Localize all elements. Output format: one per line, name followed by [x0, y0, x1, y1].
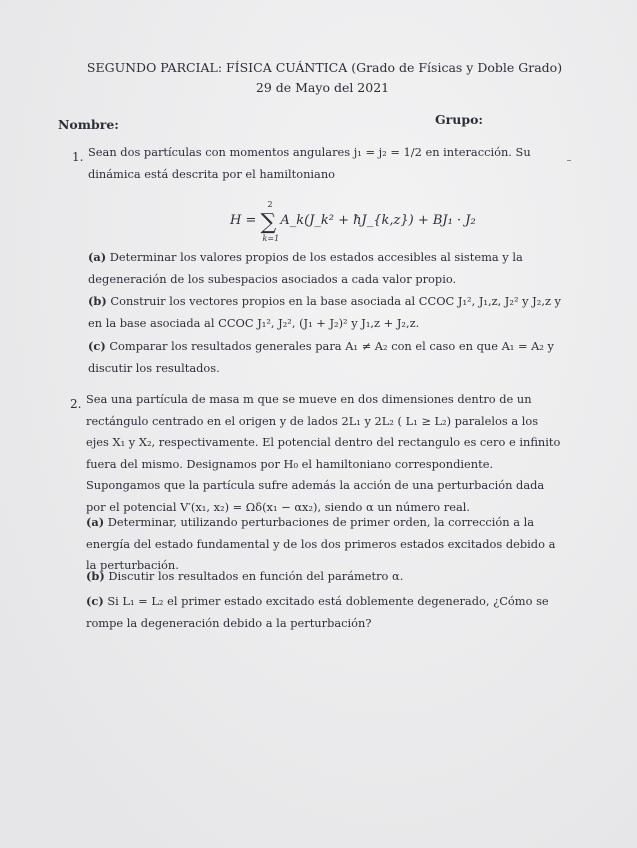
- problem-1-part-a: [88, 247, 562, 290]
- part-text: Construir los vectores propios en la base asociada al CCOC J₁², J₁,z, J₂² y J₂,z y en la base asociada al CCOC J₁², J₂², (J₁ + J₂)² y J₁,z + J₂,z.: [88, 294, 561, 330]
- problem-1-part-c: [88, 336, 562, 379]
- part-tag: (a): [88, 250, 107, 264]
- exam-date: 29 de Mayo del 2021: [255, 80, 390, 95]
- part-tag: (a): [86, 515, 105, 529]
- equation-lhs: H =: [230, 213, 257, 228]
- part-text: Determinar los valores propios de los estados accesibles al sistema y la degeneración de los subespacios asociados a cada valor propio.: [88, 250, 523, 286]
- equation-body: A_k(J_k² + ħJ_{k,z}) + BJ₁ · J₂: [280, 213, 476, 228]
- hamiltonian-equation: [230, 200, 476, 243]
- stray-mark: [567, 160, 571, 161]
- exam-title: SEGUNDO PARCIAL: FÍSICA CUÁNTICA (Grado de Físicas y Doble Grado): [86, 60, 563, 75]
- name-label: Nombre:: [58, 117, 119, 132]
- part-text: Si L₁ = L₂ el primer estado excitado está doblemente degenerado, ¿Cómo se rompe la degeneración debido a la perturbación?: [86, 594, 549, 630]
- sum-lower-limit: k=1: [262, 234, 280, 243]
- problem-2-part-b: [86, 566, 566, 588]
- problem-2-number: 2.: [70, 397, 82, 411]
- sum-upper-limit: 2: [267, 200, 273, 209]
- group-label: Grupo:: [435, 112, 484, 127]
- part-tag: (b): [88, 294, 107, 308]
- problem-1-intro: Sean dos partículas con momentos angulares j₁ = j₂ = 1/2 en interacción. Su dinámica está descrita por el hamiltoniano: [88, 145, 531, 181]
- part-text: Comparar los resultados generales para A₁ ≠ A₂ con el caso en que A₁ = A₂ y discutir los resultados.: [88, 339, 554, 375]
- problem-2-intro: Sea una partícula de masa m que se mueve en dos dimensiones dentro de un rectángulo centrado en el origen y de lados 2L₁ y 2L₂ ( L₁ ≥ L₂) paralelos a los ejes X₁ y X₂, respectivamente. El potencial dentro del rectangulo es cero e infinito fuera del mismo. Designamos por H₀ el hamiltoniano correspondiente. Supongamos que la partícula sufre además la acción de una perturbación dada por el potencial V′(x₁, x₂) = Ωδ(x₁ − αx₂), siendo α un número real.: [86, 392, 561, 514]
- part-tag: (b): [86, 569, 105, 583]
- sum-symbol: ∑ 2 k=1: [260, 200, 280, 243]
- part-tag: (c): [86, 594, 104, 608]
- problem-1-part-b: [88, 291, 562, 334]
- part-text: Discutir los resultados en función del parámetro α.: [108, 569, 404, 583]
- part-tag: (c): [88, 339, 106, 353]
- part-text: Determinar, utilizando perturbaciones de primer orden, la corrección a la energía del estado fundamental y de los dos primeros estados excitados debido a la perturbación.: [86, 515, 556, 572]
- problem-1-number: 1.: [72, 150, 84, 164]
- problem-2-part-c: [86, 591, 566, 634]
